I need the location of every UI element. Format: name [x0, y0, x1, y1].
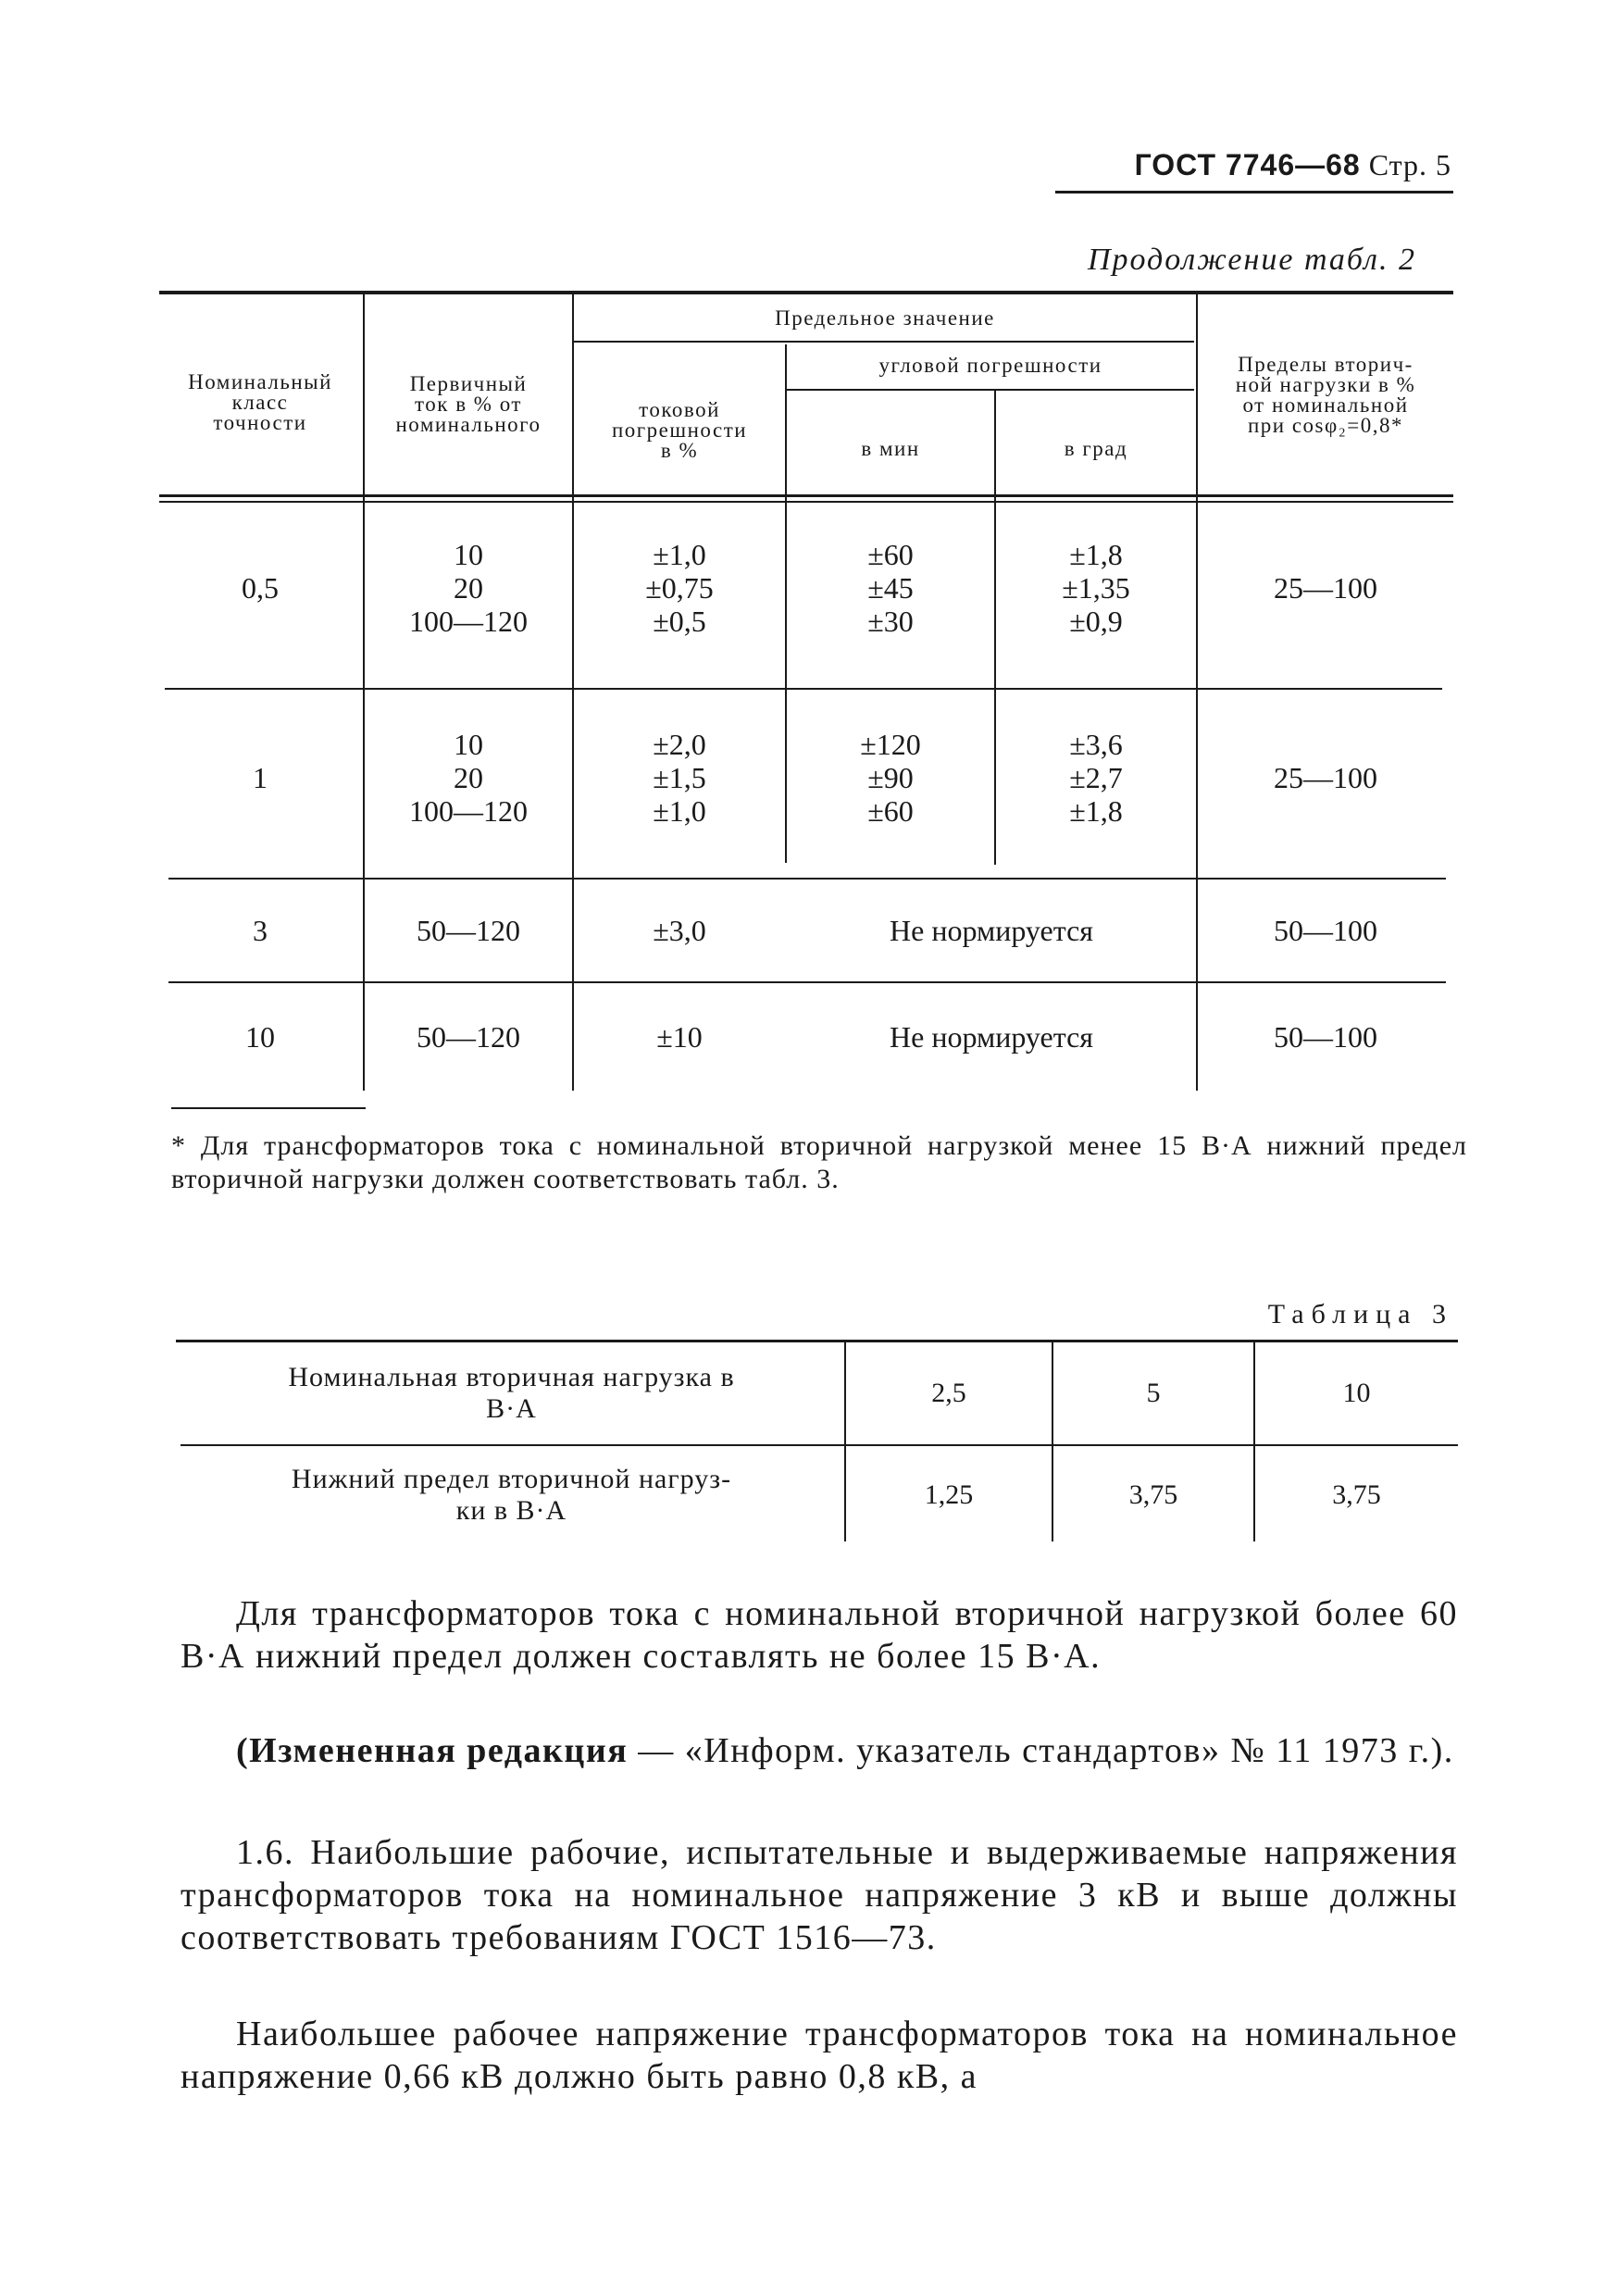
table-row-1-primary: 10 20 100—120	[409, 538, 528, 638]
row-divider-1	[165, 688, 1442, 690]
page-number: Стр. 5	[1368, 148, 1451, 181]
table-3-top-rule	[176, 1340, 1458, 1342]
paragraph-1: Для трансформаторов тока с номинальной вторичной нагрузкой более 60 В·А нижний предел должен составлять не более 15 В·А.	[181, 1594, 1458, 1676]
table-row-4-primary: 50—120	[417, 1020, 520, 1054]
paragraph-2	[181, 1729, 1458, 1772]
header-line-angular	[787, 389, 1194, 391]
header-bottom-rule-1	[159, 494, 1453, 497]
table-3-row-2-value-2: 3,75	[1128, 1479, 1178, 1510]
table-3-row-1-value-1: 2,5	[931, 1378, 966, 1408]
header-bottom-rule-2	[159, 501, 1453, 503]
table-row-3-primary: 50—120	[417, 914, 520, 947]
header-rule	[1055, 191, 1453, 193]
header-primary-current: Первичный ток в % от номинального	[395, 372, 542, 436]
table-3-row-2-value-1: 1,25	[924, 1479, 974, 1510]
footnote-rule	[171, 1107, 366, 1109]
table-row-4-load: 50—100	[1274, 1020, 1377, 1054]
gost-number: ГОСТ 7746—68	[1134, 148, 1361, 181]
table-row-2-load: 25—100	[1274, 761, 1377, 794]
table-row-4-class: 10	[245, 1020, 275, 1054]
header-current-error: токовой погрешности в %	[611, 398, 748, 462]
paragraph-3: 1.6. Наибольшие рабочие, испытательные и выдерживаемые напряжения трансформаторов тока на номинальное напряжение 3 кВ и выше должны соответствовать требованиям ГОСТ 1516—73.	[181, 1833, 1458, 1957]
table-row-2-minutes: ±120 ±90 ±60	[860, 728, 921, 828]
header-class: Номинальный класс точности	[188, 370, 332, 434]
table-row-1-current-error: ±1,0 ±0,75 ±0,5	[645, 538, 714, 638]
table-3-row-2-value-3: 3,75	[1332, 1479, 1381, 1510]
revision-source: — «Информ. указатель стандартов» № 11 1973 г.).	[628, 1731, 1454, 1770]
header-limit-value: Предельное значение	[775, 306, 995, 330]
table-2-footnote: * Для трансформаторов тока с номинальной вторичной нагрузкой менее 15 В·А нижний предел вторичной нагрузки должен соответствовать табл. 3.	[171, 1130, 1467, 1194]
table-continuation-label: Продолжение табл. 2	[1087, 243, 1416, 277]
table-row-1-minutes: ±60 ±45 ±30	[867, 538, 914, 638]
table-3-row-1-label: Номинальная вторичная нагрузка в В·А	[288, 1362, 735, 1424]
table-3-row-1-value-2: 5	[1146, 1378, 1161, 1408]
table-3-title: Таблица 3	[1267, 1299, 1453, 1329]
page-header	[1102, 148, 1451, 182]
table-row-1-degrees: ±1,8 ±1,35 ±0,9	[1062, 538, 1130, 638]
table-row-2-degrees: ±3,6 ±2,7 ±1,8	[1069, 728, 1123, 828]
table-row-2-current-error: ±2,0 ±1,5 ±1,0	[653, 728, 706, 828]
table-3-row-divider	[181, 1444, 1458, 1446]
table-row-2-class: 1	[253, 761, 268, 794]
table-3-row-1-value-3: 10	[1342, 1378, 1371, 1408]
header-degrees: в град	[1064, 437, 1128, 460]
table-row-3-class: 3	[253, 914, 268, 947]
table-row-3-load: 50—100	[1274, 914, 1377, 947]
table-row-3-current-error: ±3,0	[653, 914, 706, 947]
table-top-rule	[159, 291, 1453, 294]
table-row-4-current-error: ±10	[656, 1020, 703, 1054]
row-divider-3	[168, 981, 1446, 983]
table-row-2-primary: 10 20 100—120	[409, 728, 528, 828]
table-row-4-angular: Не нормируется	[890, 1020, 1093, 1054]
table-3-row-2-label: Нижний предел вторичной нагруз- ки в В·А	[291, 1464, 732, 1526]
paragraph-4: Наибольшее рабочее напряжение трансформаторов тока на номинальное напряжение 0,66 кВ должно быть равно 0,8 кВ, а	[181, 2015, 1458, 2096]
table-row-1-load: 25—100	[1274, 571, 1377, 605]
header-secondary-load: Пределы вторич- ной нагрузки в % от номинальной при cosφ₂=0,8*	[1235, 353, 1416, 437]
table-row-3-angular: Не нормируется	[890, 914, 1093, 947]
table-row-1-class: 0,5	[242, 571, 279, 605]
header-angular-error: угловой погрешности	[878, 354, 1102, 377]
header-minutes: в мин	[861, 437, 920, 460]
header-line-limit	[574, 341, 1194, 343]
revision-label: (Измененная редакция	[236, 1731, 629, 1770]
row-divider-2	[168, 878, 1446, 880]
